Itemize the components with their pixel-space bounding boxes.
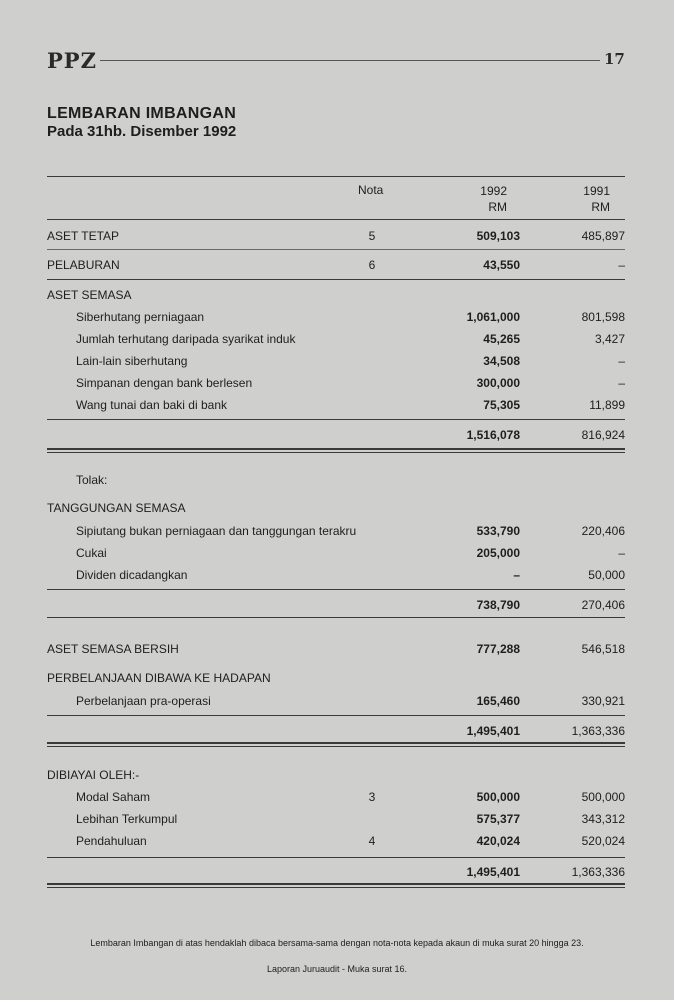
total-double-rule <box>47 887 625 888</box>
section-dibiayai: DIBIAYAI OLEH:- <box>47 768 140 782</box>
row-divider <box>47 419 625 420</box>
total-double-rule <box>47 448 625 450</box>
brand-logo: PPZ <box>47 48 97 73</box>
row-divider <box>47 857 625 858</box>
total-double-rule <box>47 742 625 744</box>
nota-header: Nota <box>358 183 384 197</box>
section-perbelanjaan: PERBELANJAAN DIBAWA KE HADAPAN <box>47 671 271 685</box>
footer-audit-ref: Laporan Juruaudit - Muka surat 16. <box>266 964 408 974</box>
total-double-rule <box>47 883 625 885</box>
tolak-label: Tolak: <box>76 473 108 487</box>
row-divider <box>47 715 625 716</box>
table-top-rule <box>47 176 625 177</box>
year-1991-header: 1991 RM <box>583 184 610 214</box>
total-double-rule <box>47 452 625 453</box>
row-divider <box>47 249 625 250</box>
year-1992-header: 1992 RM <box>480 184 507 214</box>
row-divider <box>47 589 625 590</box>
footer-note: Lembaran Imbangan di atas hendaklah dibaca bersama-sama dengan nota-nota kepada akaun di muka surat 20 hingga 23. <box>90 938 584 948</box>
section-aset-semasa: ASET SEMASA <box>47 288 132 302</box>
page-number: 17 <box>604 50 625 68</box>
row-divider <box>47 279 625 280</box>
section-tanggungan-semasa: TANGGUNGAN SEMASA <box>47 501 186 515</box>
row-divider <box>47 617 625 618</box>
page-title: LEMBARAN IMBANGAN <box>47 105 237 122</box>
header-rule <box>100 60 600 61</box>
header-rule-bottom <box>47 219 625 220</box>
page-subtitle: Pada 31hb. Disember 1992 <box>47 123 237 140</box>
total-double-rule <box>47 746 625 747</box>
